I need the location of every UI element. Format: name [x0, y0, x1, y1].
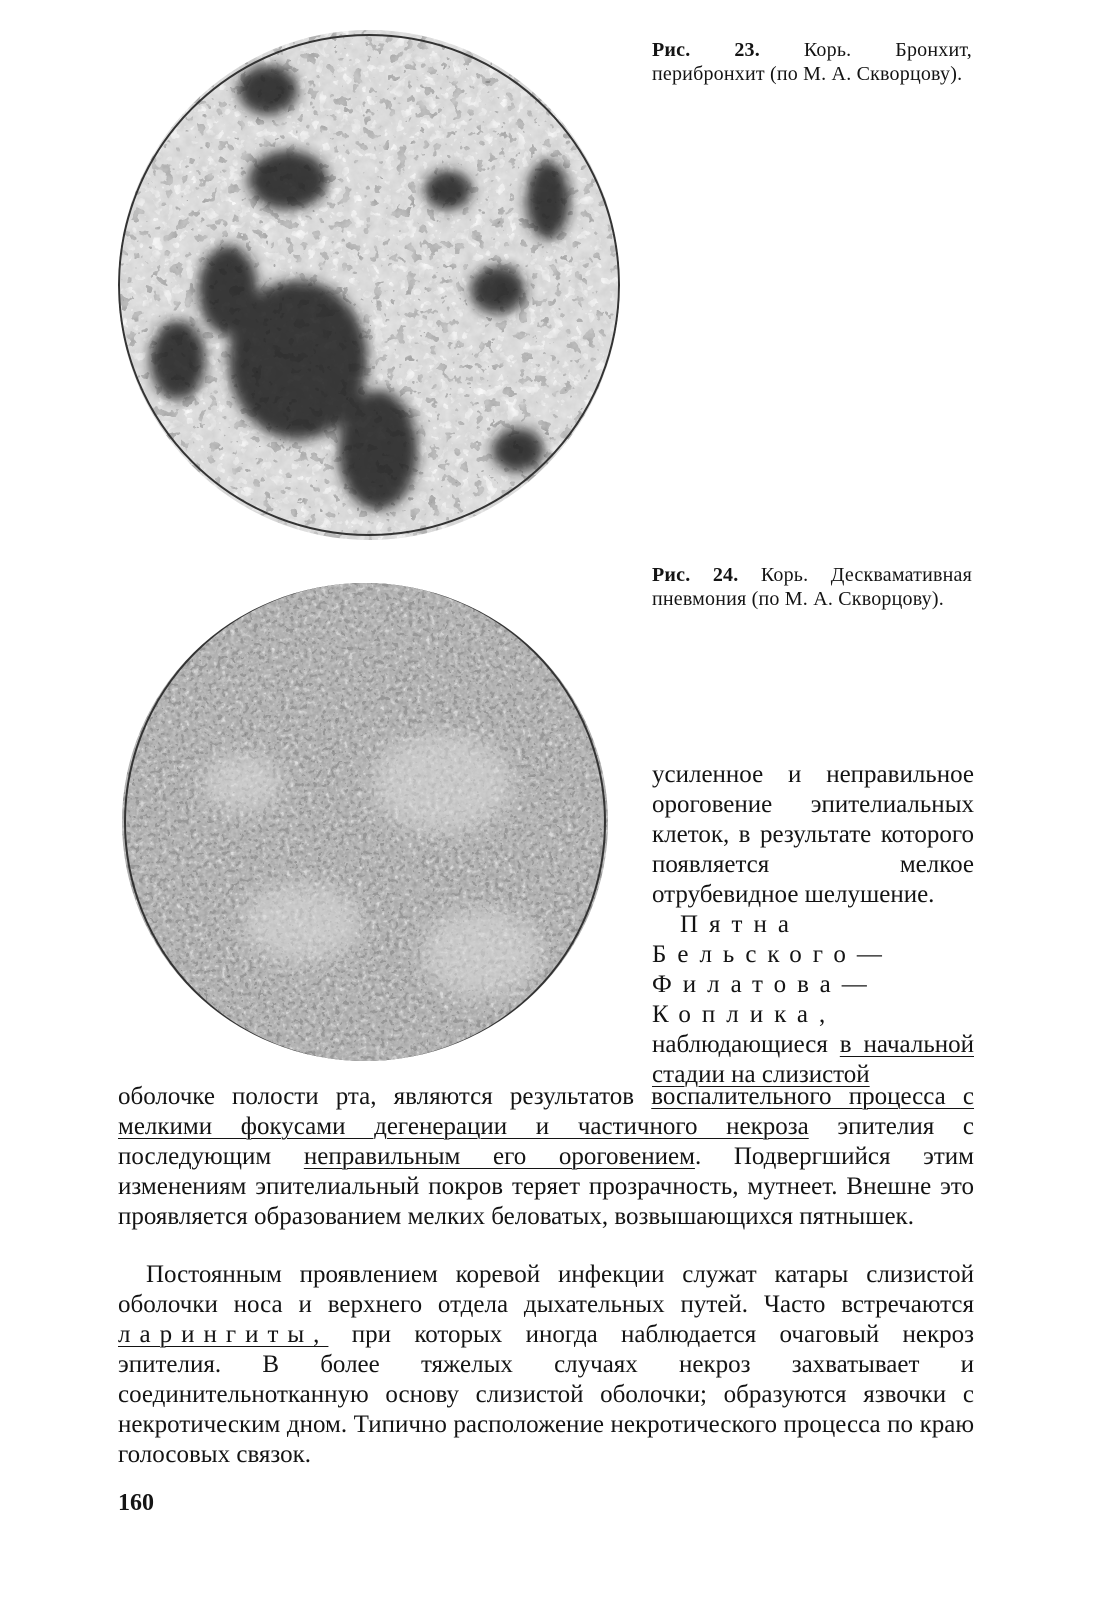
spaced-term-spots: Пятна Бельского—Филатова—Коплика,	[652, 911, 893, 1028]
figure-24-number: Рис. 24.	[652, 564, 739, 586]
figure-23-caption	[652, 38, 972, 86]
column-text-part1: усиленное и неправильное ороговение эпителиальных клеток, в результате которого появляется мелкое отрубевидное шелушение.	[652, 761, 974, 908]
figure-23-micrograph	[118, 30, 620, 540]
column-text-part2: наблюдающиеся	[652, 1031, 828, 1058]
figure-23-caption-text: Корь. Бронхит, перибронхит (по М. А. Скворцову).	[652, 39, 973, 85]
full-text-part3: . Подвергшийся этим изменениям эпителиальный покров теряет прозрачность, мутнеет. Внешне это проявляется образованием мелких беловатых, возвышающихся пятнышек.	[118, 1143, 975, 1230]
spaced-term-laryngitis: ларингиты,	[118, 1321, 329, 1348]
figure-23-number: Рис. 23.	[652, 39, 760, 61]
full-text-part2: эпителия с последующим	[118, 1113, 974, 1170]
paragraph-laryngitis	[118, 1260, 974, 1470]
figure-24-micrograph	[122, 583, 608, 1061]
figure-24-caption	[652, 563, 972, 611]
underlined-phrase-keratinization: неправильным его ороговением	[303, 1143, 695, 1170]
full-width-paragraph	[118, 1082, 974, 1232]
underlined-phrase-initial-stage: в начальной стадии на слизистой	[652, 1031, 974, 1088]
para2-text-part1: Постоянным проявлением коревой инфекции служат катары слизистой оболочки носа и верхнего отдела дыхательных путей. Часто встречаются	[118, 1261, 974, 1318]
page-number: 160	[118, 1490, 154, 1516]
figure-24-caption-text: Корь. Десквамативная пневмония (по М. А. Скворцову).	[652, 564, 972, 610]
column-paragraph	[652, 760, 974, 1090]
underlined-phrase-inflammatory: воспалительного процесса с мелкими фокусами дегенерации и частичного некроза	[118, 1083, 975, 1140]
full-text-part1: оболочке полости рта, являются результатов	[118, 1083, 635, 1110]
para2-text-part2: при которых иногда наблюдается очаговый некроз эпителия. В более тяжелых случаях некроз захватывает и соединительнотканную основу слизистой оболочки; образуются язвочки с некротическим дном. Типично расположение некротического процесса по краю голосовых связок.	[118, 1321, 974, 1468]
